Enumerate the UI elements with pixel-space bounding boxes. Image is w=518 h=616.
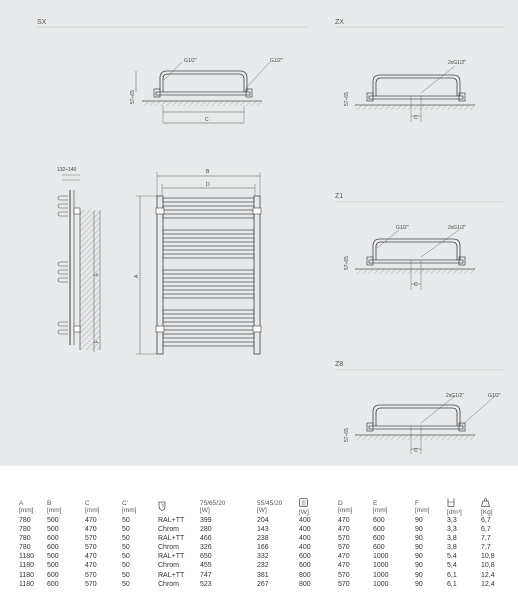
side-range: 132÷140: [57, 167, 77, 173]
table-cell: 3,8: [447, 535, 481, 544]
table-cell: 600: [373, 535, 415, 544]
table-cell: 470: [338, 517, 373, 526]
table-cell: 747: [200, 571, 257, 580]
table-cell: 570: [338, 580, 373, 589]
table-cell: 5,4: [447, 562, 481, 571]
column-header: [5, 498, 47, 517]
table-cell: 90: [415, 535, 447, 544]
z1-conn-left: G1/2": [396, 225, 409, 231]
table-cell: 204: [257, 517, 299, 526]
table-cell: 280: [200, 526, 257, 535]
table-cell: 143: [257, 526, 299, 535]
table-cell: RAL+TT: [158, 571, 200, 580]
column-header-unit: [mm]: [373, 507, 388, 514]
column-header: [47, 498, 85, 517]
table-cell: 90: [415, 553, 447, 562]
table-cell: 6,7: [481, 517, 513, 526]
zx-dim-c: C: [414, 115, 418, 121]
table-cell: 570: [85, 535, 122, 544]
view-title-sx: SX: [37, 19, 47, 26]
column-header: [200, 498, 257, 517]
table-cell: 7,7: [481, 535, 513, 544]
table-cell: 780: [5, 517, 47, 526]
table-cell: Chrom: [158, 526, 200, 535]
table-cell: 400: [299, 526, 338, 535]
column-header-unit: [mm]: [47, 507, 62, 514]
table-cell: 570: [85, 571, 122, 580]
table-cell: 381: [257, 571, 299, 580]
table-cell: 600: [299, 553, 338, 562]
column-header: [447, 498, 481, 517]
z1-top-view: [355, 230, 475, 290]
sx-conn-left: G1/2": [184, 58, 197, 64]
table-cell: 6,7: [481, 526, 513, 535]
table-cell: 600: [47, 580, 85, 589]
column-header-label: C: [85, 500, 90, 507]
water-volume-icon: [447, 498, 481, 509]
view-title-z1: Z1: [335, 193, 344, 200]
column-header-unit: [mm]: [85, 507, 100, 514]
table-cell: 6,1: [447, 580, 481, 589]
table-cell: 400: [299, 517, 338, 526]
table-row: [5, 562, 513, 571]
table-cell: 3,3: [447, 517, 481, 526]
sx-dim-c: C: [205, 117, 209, 123]
table-cell: 400: [299, 544, 338, 553]
table-cell: 90: [415, 562, 447, 571]
table-cell: 500: [47, 553, 85, 562]
table-cell: 500: [47, 562, 85, 571]
table-cell: 780: [5, 535, 47, 544]
shield-finish-icon: [158, 501, 200, 513]
table-cell: 1180: [5, 571, 47, 580]
column-header: [481, 498, 513, 517]
specification-table: [5, 498, 513, 589]
table-cell: 470: [338, 526, 373, 535]
table-cell: 50: [122, 544, 158, 553]
table-cell: RAL+TT: [158, 553, 200, 562]
zx-height: 57÷65: [344, 92, 350, 106]
column-header-unit: [mm]: [122, 507, 137, 514]
table-cell: 600: [373, 517, 415, 526]
table-cell: RAL+TT: [158, 535, 200, 544]
table-cell: 90: [415, 580, 447, 589]
front-dim-b: B: [206, 169, 210, 175]
column-header: [299, 498, 338, 517]
column-header-unit: [mm]: [338, 507, 353, 514]
front-dim-d: D: [206, 182, 210, 188]
front-dim-a: A: [134, 274, 140, 278]
table-row: [5, 580, 513, 589]
table-cell: 326: [200, 544, 257, 553]
table-cell: 50: [122, 535, 158, 544]
table-cell: 1180: [5, 580, 47, 589]
table-cell: 523: [200, 580, 257, 589]
column-header-label: E: [373, 500, 378, 507]
column-header: [338, 498, 373, 517]
column-header-unit: [dm³]: [447, 509, 462, 516]
table-cell: 166: [257, 544, 299, 553]
table-cell: 570: [338, 535, 373, 544]
table-cell: 500: [47, 517, 85, 526]
table-row: [5, 571, 513, 580]
table-cell: 1180: [5, 562, 47, 571]
z8-height: 57÷65: [344, 428, 350, 442]
front-view: [136, 172, 261, 354]
table-cell: 780: [5, 526, 47, 535]
table-cell: 570: [85, 544, 122, 553]
table-cell: 50: [122, 517, 158, 526]
table-header-row: [5, 498, 513, 517]
column-header-label: C': [122, 500, 128, 507]
column-header-label: D: [338, 500, 343, 507]
table-row: [5, 553, 513, 562]
table-cell: 6,1: [447, 571, 481, 580]
column-header-unit: [mm]: [19, 507, 34, 514]
column-header: [257, 498, 299, 517]
table-cell: 570: [338, 571, 373, 580]
column-header-unit: [W]: [299, 509, 309, 516]
table-cell: 470: [85, 517, 122, 526]
table-cell: 1000: [373, 553, 415, 562]
table-cell: 650: [200, 553, 257, 562]
side-dim-f: F: [94, 339, 100, 343]
table-cell: 455: [200, 562, 257, 571]
table-cell: 600: [299, 562, 338, 571]
table-cell: 399: [200, 517, 257, 526]
z8-conn-left: 2xG1/2": [446, 393, 464, 399]
table-cell: 1000: [373, 571, 415, 580]
table-cell: Chrom: [158, 580, 200, 589]
table-cell: 3,3: [447, 526, 481, 535]
table-cell: 50: [122, 553, 158, 562]
table-cell: 90: [415, 544, 447, 553]
column-header-label: B: [47, 500, 52, 507]
table-cell: 800: [299, 580, 338, 589]
table-cell: 600: [47, 535, 85, 544]
table-row: [5, 526, 513, 535]
weight-icon: [481, 498, 513, 509]
zx-top-view: [355, 66, 475, 122]
table-cell: 232: [257, 562, 299, 571]
table-cell: 470: [85, 553, 122, 562]
table-cell: 90: [415, 526, 447, 535]
z1-height: 57÷65: [344, 256, 350, 270]
heater-box-icon: [299, 498, 338, 509]
table-cell: 470: [85, 526, 122, 535]
column-header-label: A: [19, 500, 24, 507]
table-cell: 570: [338, 544, 373, 553]
column-header: [85, 498, 122, 517]
table-cell: 400: [299, 535, 338, 544]
table-cell: 800: [299, 571, 338, 580]
table-cell: 470: [85, 562, 122, 571]
table-cell: 470: [338, 553, 373, 562]
table-cell: 1000: [373, 580, 415, 589]
table-row: [5, 535, 513, 544]
table-cell: 90: [415, 571, 447, 580]
column-header: [122, 498, 158, 517]
column-header-label: 55/45/20: [257, 500, 283, 507]
table-cell: 50: [122, 562, 158, 571]
column-header-unit: [mm]: [415, 507, 430, 514]
table-cell: 50: [122, 571, 158, 580]
sx-top-view: [136, 62, 270, 123]
table-cell: 332: [257, 553, 299, 562]
table-cell: 570: [85, 580, 122, 589]
table-cell: 600: [47, 571, 85, 580]
side-dim-e: E: [94, 272, 100, 276]
table-cell: 3,8: [447, 544, 481, 553]
z8-dim-c: C: [414, 448, 418, 454]
table-cell: Chrom: [158, 562, 200, 571]
z8-conn-right: G1/2": [488, 393, 501, 399]
table-cell: 500: [47, 526, 85, 535]
sx-conn-right: G1/2": [270, 58, 283, 64]
column-header-unit: [Kg]: [481, 509, 493, 516]
column-header: [373, 498, 415, 517]
table-cell: 1000: [373, 562, 415, 571]
table-cell: 1180: [5, 553, 47, 562]
table-cell: 470: [338, 562, 373, 571]
table-row: [5, 517, 513, 526]
table-cell: 466: [200, 535, 257, 544]
table-cell: 600: [373, 526, 415, 535]
column-header: [158, 498, 200, 517]
table-cell: 50: [122, 580, 158, 589]
table-cell: 50: [122, 526, 158, 535]
table-cell: 5,4: [447, 553, 481, 562]
column-header-unit: [W]: [200, 507, 210, 514]
table-cell: 10,8: [481, 562, 513, 571]
z1-dim-c: C: [414, 282, 418, 288]
table-cell: 600: [373, 544, 415, 553]
table-cell: 780: [5, 544, 47, 553]
table-cell: 7,7: [481, 544, 513, 553]
column-header: [415, 498, 447, 517]
column-header-label: F: [415, 500, 419, 507]
z1-conn-right: 2xG1/2": [448, 225, 466, 231]
table-cell: RAL+TT: [158, 517, 200, 526]
table-cell: 90: [415, 517, 447, 526]
table-cell: 600: [47, 544, 85, 553]
table-cell: Chrom: [158, 544, 200, 553]
table-body: [5, 517, 513, 589]
sx-height: 57÷65: [130, 90, 136, 104]
table-row: [5, 544, 513, 553]
view-title-zx: ZX: [335, 19, 344, 26]
side-view: [58, 175, 100, 352]
column-header-unit: [W]: [257, 507, 267, 514]
specification-table-wrap: [0, 498, 518, 589]
table-cell: 12,4: [481, 580, 513, 589]
table-cell: 267: [257, 580, 299, 589]
view-title-z8: Z8: [335, 361, 344, 368]
column-header-label: 75/65/20: [200, 500, 226, 507]
z8-top-view: [355, 396, 495, 454]
table-cell: 238: [257, 535, 299, 544]
zx-conn: 2xG1/2": [448, 60, 466, 66]
table-cell: 12,4: [481, 571, 513, 580]
table-cell: 10,8: [481, 553, 513, 562]
